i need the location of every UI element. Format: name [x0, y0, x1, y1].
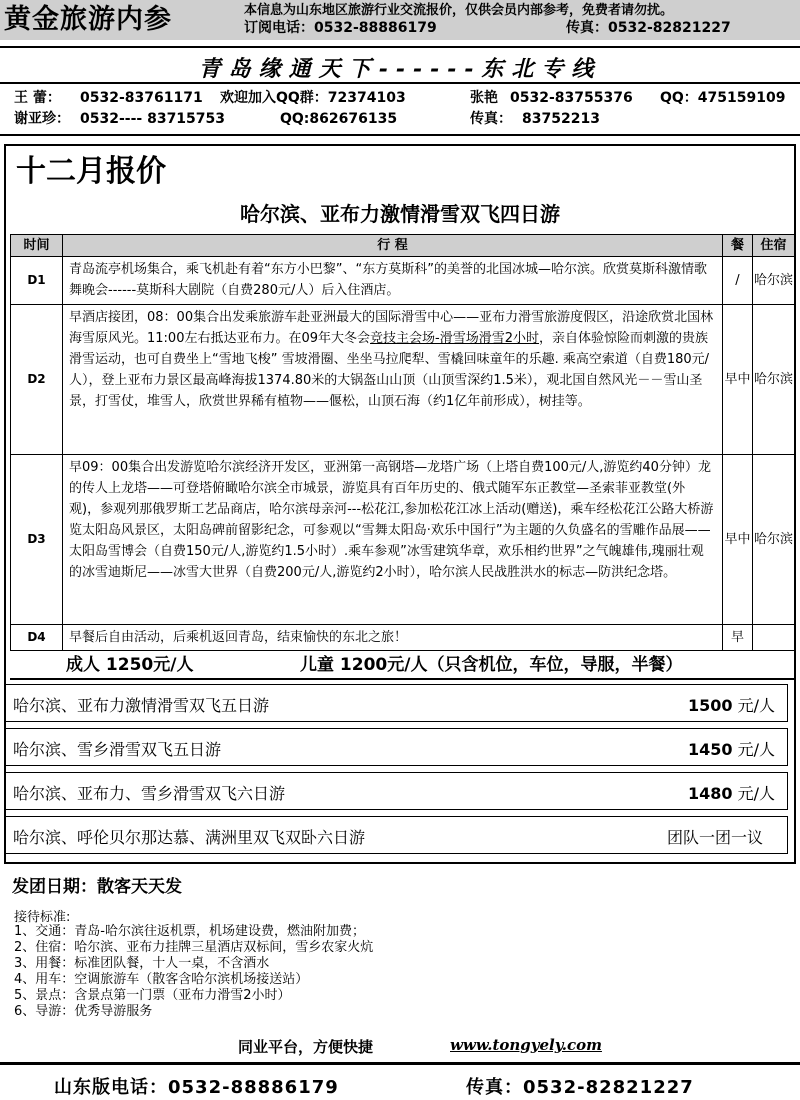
contact-list [0, 86, 800, 132]
subscription-phone: 订阅电话：0532-88886179 [244, 20, 437, 36]
list-item: 4、用车：空调旅游车（散客含哈尔滨机场接送站） [14, 972, 309, 987]
contact-qq: QQ:862676135 [280, 111, 398, 127]
hotel-cell: 哈尔滨 [753, 305, 795, 455]
route-name: 哈尔滨、亚布力激情滑雪双飞五日游 [13, 696, 270, 715]
route-price [667, 825, 763, 848]
day-description: 青岛流亭机场集合，乘飞机赴有着“东方小巴黎”、“东方莫斯科”的美誉的北国冰城—哈尔滨。欣赏莫斯科激情歌舞晚会------莫斯科大剧院（自费280元/人）后入住酒店。 [63, 257, 723, 305]
route-price [688, 737, 775, 760]
adult-price: 成人 1250元/人 [66, 655, 194, 675]
table-row [11, 257, 795, 305]
qq-group: 欢迎加入QQ群：72374103 [220, 90, 406, 106]
route-row [4, 728, 788, 766]
price-unit: 团队一团一议 [666, 828, 763, 847]
description-text: 早酒店接团，08：00集合出发乘旅游车赴亚洲最大的国际滑雪中心——亚布力滑雪旅游度假区，沿途欣赏北国林海雪原风光。11:00左右抵达亚布力。在09年大冬会 [69, 310, 714, 346]
contact-name: 谢亚珍： [14, 111, 70, 127]
meal-cell: / [723, 257, 753, 305]
route-row [4, 816, 788, 854]
hotel-cell: 哈尔滨 [753, 455, 795, 625]
brand-title: 黄金旅游内参 [4, 4, 172, 35]
contact-phone: 0532---- 83715753 [80, 111, 226, 127]
standards-list [14, 924, 373, 1020]
header-fax: 传真：0532-82821227 [566, 20, 731, 36]
table-row [11, 455, 795, 625]
table-header-row [11, 235, 795, 257]
divider [0, 82, 800, 84]
day-description: 早09：00集合出发游览哈尔滨经济开发区，亚洲第一高钢塔—龙塔广场（上塔自费100元/人,游览约40分钟）龙的传人上龙塔——可登塔俯瞰哈尔滨全市城景，游览具有百年历史的、俄式随军东正教堂—圣索菲亚教堂(外观)，参观列那俄罗斯工艺品商店，哈尔滨母亲河---松花江,参加松花江冰上活动(赠送)，乘车经松花江公路大桥游览太阳岛风景区，太阳岛碑前留影纪念，可参观以“雪舞太阳岛·欢乐中国行”为主题的久负盛名的雪雕作品展——太阳岛雪博会（自费150元/人,游览约1.5小时）.乘车参观”冰雪建筑华章，欢乐相约世界”之气魄雄伟,瑰丽壮观的冰雪迪斯尼——冰雪大世界（自费200元/人,游览约2小时），哈尔滨人民战胜洪水的标志—防洪纪念塔。 [63, 455, 723, 625]
description-text: ，亲自体验惊险而刺激的贵族滑雪运动，也可自费坐上“雪地飞梭” 雪坡滑圈、坐坐马拉爬犁、雪橇回味童年的乐趣. 乘高空索道（自费180元/人），登上亚布力景区最高峰海拔1374.80米的大锅盔山山顶（山顶雪深约1.5米），观北国自然风光－－雪山圣景，打雪仗，堆雪人，欣赏世界稀有植物——偃松，山顶石海（约1亿年前形成），树挂等。 [69, 331, 710, 409]
meal-cell: 早 [723, 625, 753, 651]
column-header-hotel: 住宿 [753, 235, 795, 257]
day-label: D3 [11, 455, 63, 625]
hotel-cell: 哈尔滨 [753, 257, 795, 305]
divider [0, 134, 800, 136]
day-description: 早餐后自由活动，后乘机返回青岛，结束愉快的东北之旅！ [63, 625, 723, 651]
footer-fax: 传真：0532-82821227 [466, 1077, 694, 1098]
meal-cell: 早中 [723, 455, 753, 625]
table-row [11, 305, 795, 455]
main-price-row [10, 642, 794, 680]
route-row [4, 772, 788, 810]
day-label: D2 [11, 305, 63, 455]
route-price [688, 693, 775, 716]
contact-phone: 0532-83761171 [80, 90, 203, 106]
price-amount: 1500 [687, 696, 733, 715]
meal-cell: 早中 [723, 305, 753, 455]
route-name: 哈尔滨、呼伦贝尔那达慕、满洲里双飞双卧六日游 [13, 828, 366, 847]
column-header-itinerary: 行 程 [63, 235, 723, 257]
website-link[interactable]: www.tongyely.com [450, 1036, 602, 1054]
header-notice: 本信息为山东地区旅游行业交流报价，仅供会员内部参考，免费者请勿扰。 [244, 3, 674, 18]
header-bar [0, 0, 800, 40]
price-unit: 元/人 [737, 784, 775, 803]
footer-phone: 山东版电话：0532-88886179 [54, 1077, 339, 1098]
fax-number: 83752213 [522, 111, 600, 127]
contact-name: 王 蕾： [14, 90, 61, 106]
standards-heading: 接待标准: [14, 910, 71, 925]
list-item: 2、住宿：哈尔滨、亚布力挂牌三星酒店双标间，雪乡农家火炕 [14, 940, 374, 955]
day-label: D4 [11, 625, 63, 651]
page-title: 十二月报价 [16, 154, 166, 189]
list-item: 1、交通：青岛-哈尔滨往返机票，机场建设费，燃油附加费； [14, 924, 365, 939]
fax-label: 传真： [470, 111, 512, 127]
footer-bar [0, 1062, 800, 1100]
price-amount: 1480 [687, 784, 733, 803]
route-row [4, 684, 788, 722]
day-description [63, 305, 723, 455]
route-price [688, 781, 775, 804]
tour-title: 哈尔滨、亚布力激情滑雪双飞四日游 [240, 202, 560, 226]
contact-phone: 0532-83755376 [510, 90, 633, 106]
divider [0, 46, 800, 48]
agency-banner: 青岛缘通天下------东北专线 [198, 56, 602, 82]
contact-name: 张艳 [470, 90, 498, 106]
ski-highlight: 竞技主会场-滑雪场滑雪2小时 [370, 331, 539, 346]
list-item: 5、景点：含景点第一门票（亚布力滑雪2小时） [14, 988, 291, 1003]
slogan: 同业平台，方便快捷 [238, 1038, 374, 1056]
price-unit: 元/人 [737, 740, 775, 759]
child-price: 儿童 1200元/人（只含机位，车位，导服，半餐） [300, 655, 683, 675]
price-unit: 元/人 [737, 696, 775, 715]
price-amount: 1450 [687, 740, 733, 759]
column-header-meal: 餐 [723, 235, 753, 257]
list-item: 6、导游：优秀导游服务 [14, 1004, 153, 1019]
contact-qq: QQ：475159109 [660, 90, 786, 106]
departure-info: 发团日期：散客天天发 [12, 877, 182, 897]
column-header-time: 时间 [11, 235, 63, 257]
route-name: 哈尔滨、亚布力、雪乡滑雪双飞六日游 [13, 784, 286, 803]
route-name: 哈尔滨、雪乡滑雪双飞五日游 [13, 740, 222, 759]
list-item: 3、用餐：标准团队餐，十人一桌，不含酒水 [14, 956, 270, 971]
itinerary-table [10, 234, 795, 651]
day-label: D1 [11, 257, 63, 305]
